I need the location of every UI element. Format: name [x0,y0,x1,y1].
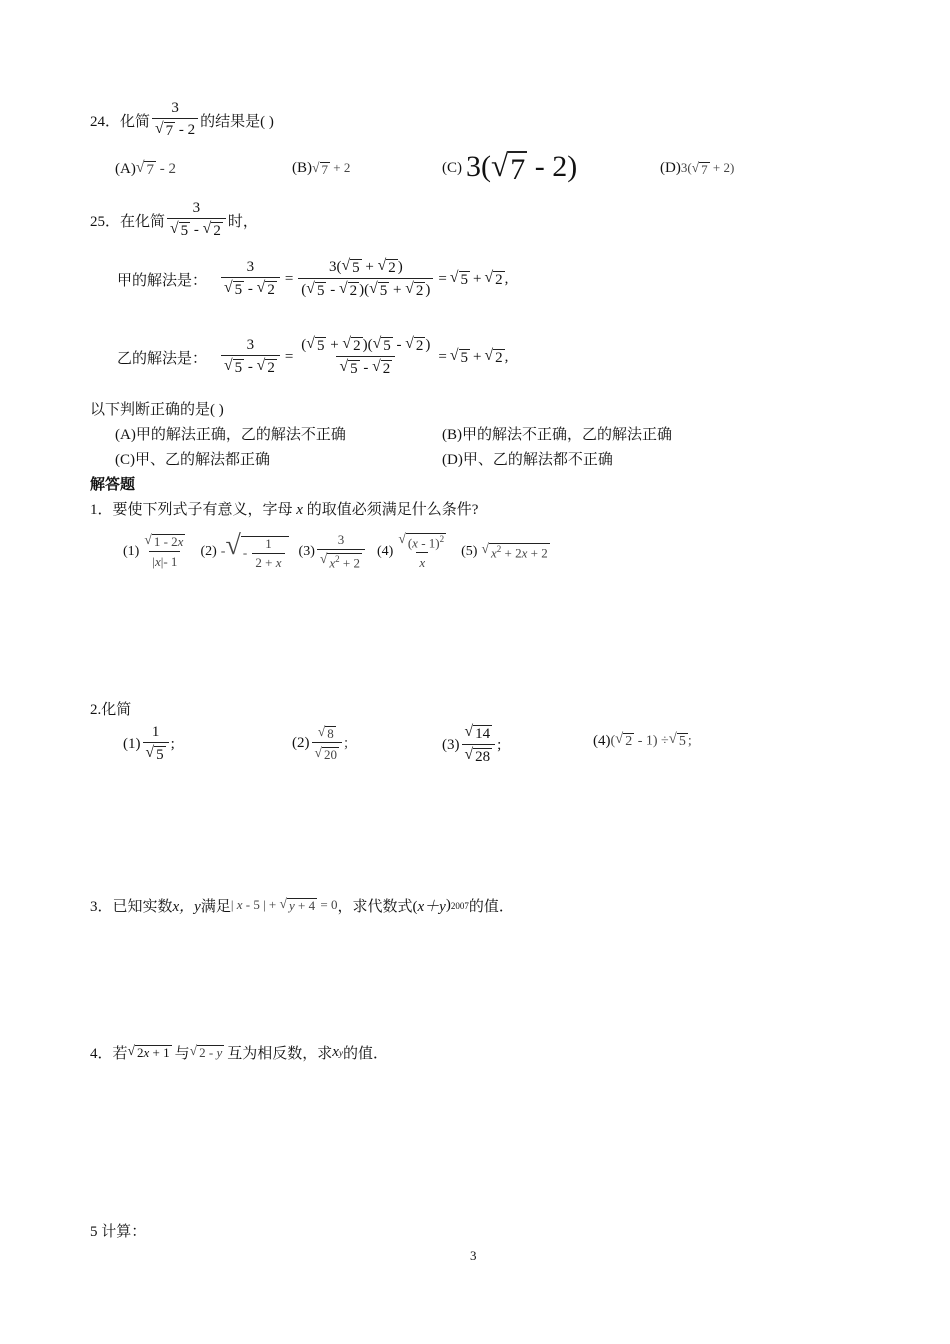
q25-option-b[interactable]: (B)甲的解法不正确，乙的解法正确 [442,427,672,443]
q24-option-c[interactable]: (C) 3( √ 7 - 2) [442,148,578,187]
q24-label: 24．化简 [90,113,151,130]
p4-question: 4．若 √ 2x + 1 与 √ 2 - y 互为相反数，求 x y 的值． [90,1043,388,1062]
q25-jia-line: 甲的解法是： 3 √ 5 - √ 2 = 3( √ 5 + √ 2 ) ( √ 5 - √ 2 )( √ 5 + √ 2 ) = √ 5 + √ 2 , [117,257,509,300]
q25-question: 以下判断正确的是( ) [90,402,224,418]
q24-suffix: 的结果是( ) [200,113,274,130]
p2-item-2: (2) √ 8 √ 20 ; [292,723,349,763]
p5-title: 5 计算： [90,1224,147,1240]
q25-option-a[interactable]: (A)甲的解法正确，乙的解法不正确 [115,427,346,443]
q24-option-d[interactable]: (D) 3( √ 7 + 2) [660,159,735,177]
q25-line: 25．在化简 3 √ 5 - √ 2 时， [90,200,258,239]
q25-option-c[interactable]: (C)甲、乙的解法都正确 [115,452,270,468]
p2-item-3: (3) √ 14 √ 28 ; [442,723,502,766]
q25-fraction: 3 √ 5 - √ 2 [167,200,226,240]
page-number: 3 [470,1248,477,1263]
p1-question: 1．要使下列式子有意义，字母 x 的取值必须满足什么条件? [90,502,479,518]
q25-yi-line: 乙的解法是： 3 √ 5 - √ 2 = ( √ 5 + √ 2 )( √ 5 - √ 2 ) √ 5 - √ 2 = √ 5 + √ 2 , [117,335,509,378]
q24-fraction: 3 √ 7 - 2 [152,100,198,140]
p3-question: 3．已知实数 x，y 满足 | x - 5 | + √ y + 4 = 0 ，求代数式( x＋y ) 2007 的值． [90,896,514,915]
q24-option-b[interactable]: (B) √ 7 + 2 [292,159,351,177]
q24-line [90,100,274,140]
p2-item-4: (4) ( √ 2 - 1) ÷ √ 5 ; [593,731,692,749]
section-title: 解答题 [90,477,136,493]
q24-option-a[interactable]: (A) √ 7 - 2 [115,159,176,178]
p2-item-1: (1) 1 √ 5 ; [123,724,175,763]
p2-title: 2.化简 [90,702,132,718]
p1-expressions: (1) √ 1 - 2x |x|- 1 (2) - √ - $\frac{1}{2 + x}$ (3) 3 √ $x^2 + 2$ (4) √ (x - 1)$^2$ x (5) √ $x^2 + 2x + 2$ [123,530,548,571]
q25-option-d[interactable]: (D)甲、乙的解法都不正确 [442,452,613,468]
